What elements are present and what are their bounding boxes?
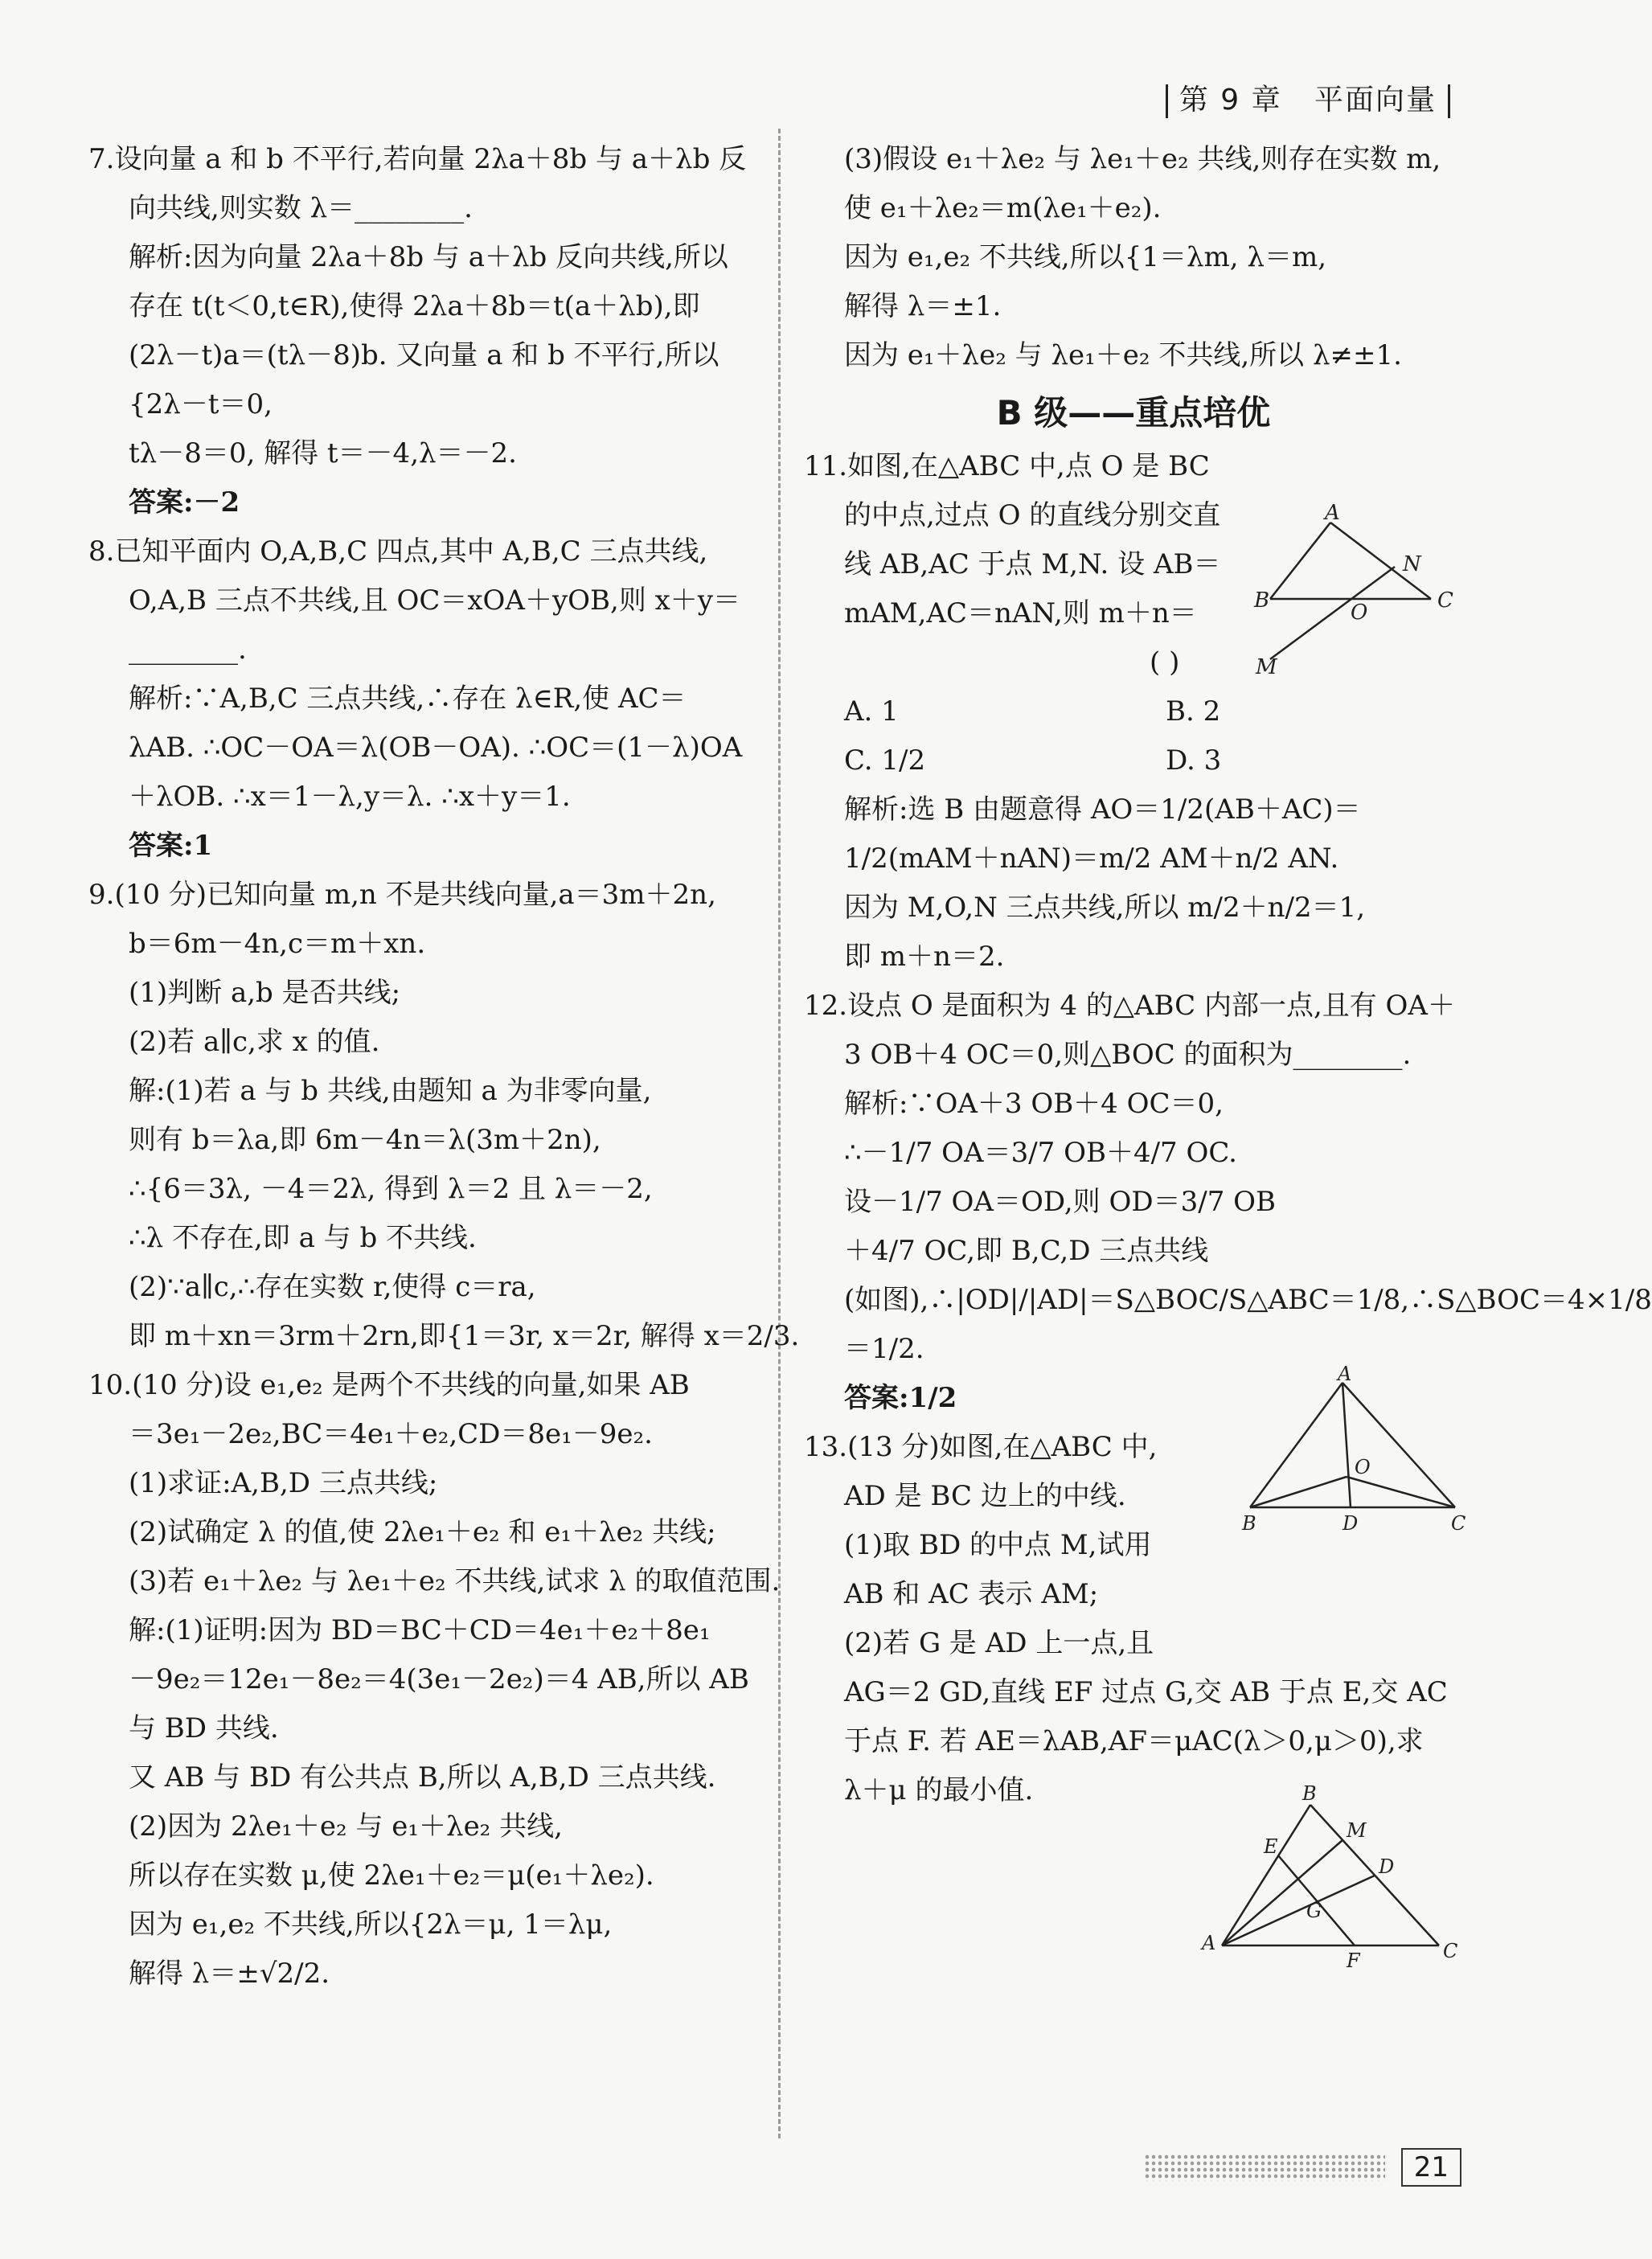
- text-line: 使 e₁＋λe₂＝m(λe₁＋e₂).: [844, 192, 1162, 224]
- fig11-label: B: [1254, 588, 1270, 613]
- text-line: 8.已知平面内 O,A,B,C 四点,其中 A,B,C 三点共线,: [88, 535, 708, 568]
- text-line: 解析:∵OA＋3 OB＋4 OC＝0,: [844, 1088, 1224, 1120]
- text-line: (3)假设 e₁＋λe₂ 与 λe₁＋e₂ 共线,则存在实数 m,: [844, 143, 1441, 175]
- figure-11-triangle: [1254, 501, 1463, 679]
- text-line: 因为 M,O,N 三点共线,所以 m/2＋n/2＝1,: [844, 892, 1366, 924]
- answer-line: 答案:－2: [129, 486, 240, 519]
- page-footer: [1144, 2145, 1461, 2190]
- column-divider: [778, 129, 781, 2138]
- chapter-title: 平面向量: [1314, 84, 1437, 117]
- text-line: 因为 e₁,e₂ 不共线,所以{1＝λm, λ＝m,: [844, 241, 1326, 273]
- text-line: 即 m＋n＝2.: [844, 941, 1005, 973]
- text-line: λ＋μ 的最小值.: [844, 1774, 1034, 1806]
- page-number: 21: [1401, 2148, 1461, 2187]
- text-line: (3)若 e₁＋λe₂ 与 λe₁＋e₂ 不共线,试求 λ 的取值范围.: [129, 1565, 781, 1597]
- choice-bracket: ( ): [1150, 646, 1180, 679]
- text-line: (如图),∴|OD|/|AD|＝S△BOC/S△ABC＝1/8,∴S△BOC＝4×1/8: [844, 1284, 1652, 1316]
- text-line: 13.(13 分)如图,在△ABC 中,: [804, 1431, 1158, 1463]
- text-line: (1)判断 a,b 是否共线;: [129, 977, 401, 1009]
- fig13-label: E: [1264, 1835, 1278, 1858]
- fig12-label: O: [1355, 1456, 1371, 1478]
- text-line: 的中点,过点 O 的直线分别交直: [844, 499, 1221, 531]
- text-line: －9e₂＝12e₁－8e₂＝4(3e₁－2e₂)＝4 AB,所以 AB: [129, 1663, 749, 1695]
- text-line: 向共线,则实数 λ＝________.: [129, 192, 473, 224]
- text-line: ＋λOB. ∴x＝1－λ,y＝λ. ∴x＋y＝1.: [129, 781, 571, 813]
- text-line: 设－1/7 OA＝OD,则 OD＝3/7 OB: [844, 1186, 1277, 1218]
- fig12-label: A: [1338, 1363, 1352, 1385]
- text-line: ＝1/2.: [844, 1333, 924, 1365]
- text-line: ＝3e₁－2e₂,BC＝4e₁＋e₂,CD＝8e₁－9e₂.: [129, 1418, 653, 1450]
- text-line: 线 AB,AC 于点 M,N. 设 AB＝: [844, 548, 1221, 580]
- text-line: {2λ－t＝0,: [129, 388, 273, 420]
- right-column: [804, 135, 1652, 1815]
- fig12-label: B: [1242, 1512, 1256, 1535]
- text-line: 9.(10 分)已知向量 m,n 不是共线向量,a＝3m＋2n,: [88, 879, 716, 911]
- fig11-label: C: [1437, 588, 1453, 613]
- text-line: AG＝2 GD,直线 EF 过点 G,交 AB 于点 E,交 AC: [844, 1676, 1448, 1708]
- text-line: AB 和 AC 表示 AM;: [844, 1578, 1099, 1610]
- fig11-label: A: [1325, 501, 1340, 525]
- text-line: 所以存在实数 μ,使 2λe₁＋e₂＝μ(e₁＋λe₂).: [129, 1859, 654, 1892]
- text-line: b＝6m－4n,c＝m＋xn.: [129, 928, 426, 960]
- text-line: 3 OB＋4 OC＝0,则△BOC 的面积为________.: [844, 1039, 1412, 1071]
- text-line: 解析:∵A,B,C 三点共线,∴存在 λ∈R,使 AC＝: [129, 683, 687, 715]
- fig13-label: B: [1302, 1782, 1317, 1805]
- choices-row: [804, 736, 1463, 785]
- text-line: 1/2(mAM＋nAN)＝m/2 AM＋n/2 AN.: [844, 843, 1339, 875]
- text-line: (2)∵a∥c,∴存在实数 r,使得 c＝ra,: [129, 1271, 536, 1303]
- text-line: (1)求证:A,B,D 三点共线;: [129, 1467, 438, 1499]
- fig13-label: M: [1347, 1819, 1367, 1842]
- text-line: 10.(10 分)设 e₁,e₂ 是两个不共线的向量,如果 AB: [88, 1369, 690, 1401]
- choice-c: C. 1/2: [844, 744, 926, 777]
- answer-line: 答案:1: [129, 830, 213, 862]
- choices-row: [804, 687, 1463, 736]
- text-line: 解:(1)若 a 与 b 共线,由题知 a 为非零向量,: [129, 1075, 652, 1107]
- left-column: [88, 135, 800, 1999]
- text-line: 存在 t(t＜0,t∈R),使得 2λa＋8b＝t(a＋λb),即: [129, 290, 700, 322]
- text-line: 因为 e₁＋λe₂ 与 λe₁＋e₂ 不共线,所以 λ≠±1.: [844, 339, 1402, 371]
- fig11-label: N: [1403, 552, 1421, 576]
- text-line: ________.: [129, 633, 247, 666]
- text-line: 解析:因为向量 2λa＋8b 与 a＋λb 反向共线,所以: [129, 241, 728, 273]
- text-line: 12.设点 O 是面积为 4 的△ABC 内部一点,且有 OA＋: [804, 990, 1455, 1022]
- fig12-label: C: [1451, 1512, 1466, 1535]
- text-line: mAM,AC＝nAN,则 m＋n＝: [844, 597, 1197, 629]
- text-line: 因为 e₁,e₂ 不共线,所以{2λ＝μ, 1＝λμ,: [129, 1908, 613, 1941]
- answer-line: 答案:1/2: [844, 1382, 957, 1414]
- section-title: B 级——重点培优: [996, 393, 1271, 433]
- figure-13-triangle: [1198, 1782, 1463, 1982]
- text-line: 于点 F. 若 AE＝λAB,AF＝μAC(λ＞0,μ＞0),求: [844, 1725, 1424, 1757]
- text-line: 解得 λ＝±1.: [844, 290, 1002, 322]
- text-line: (2)试确定 λ 的值,使 2λe₁＋e₂ 和 e₁＋λe₂ 共线;: [129, 1516, 716, 1548]
- text-line: (2)若 G 是 AD 上一点,且: [844, 1627, 1154, 1659]
- text-line: ＋4/7 OC,即 B,C,D 三点共线: [844, 1235, 1209, 1267]
- text-line: λAB. ∴OC－OA＝λ(OB－OA). ∴OC＝(1－λ)OA: [129, 732, 743, 764]
- header-bar-left: [1166, 84, 1168, 118]
- text-line: 与 BD 共线.: [129, 1712, 279, 1744]
- fig13-label: F: [1347, 1949, 1360, 1972]
- choice-b: B. 2: [1166, 695, 1221, 728]
- fig11-label: M: [1256, 655, 1277, 679]
- fig11-label: O: [1351, 601, 1368, 625]
- text-line: 7.设向量 a 和 b 不平行,若向量 2λa＋8b 与 a＋λb 反: [88, 143, 747, 175]
- figure-12-triangle: [1238, 1363, 1471, 1539]
- text-line: ∴－1/7 OA＝3/7 OB＋4/7 OC.: [844, 1137, 1237, 1169]
- fig13-label: A: [1202, 1932, 1216, 1954]
- text-line: (2)因为 2λe₁＋e₂ 与 e₁＋λe₂ 共线,: [129, 1810, 563, 1843]
- text-line: 解得 λ＝±√2/2.: [129, 1958, 330, 1990]
- text-line: 11.如图,在△ABC 中,点 O 是 BC: [804, 450, 1210, 482]
- text-line: ∴λ 不存在,即 a 与 b 不共线.: [129, 1222, 477, 1254]
- text-line: ∴{6＝3λ, －4＝2λ, 得到 λ＝2 且 λ＝－2,: [129, 1173, 653, 1205]
- chapter-header: [1154, 77, 1461, 118]
- fig13-label: G: [1306, 1900, 1322, 1922]
- text-line: 即 m＋xn＝3rm＋2rn,即{1＝3r, x＝2r, 解得 x＝2/3.: [129, 1320, 800, 1352]
- fig12-label: D: [1343, 1512, 1359, 1535]
- chapter-label: 第 9 章: [1179, 84, 1282, 117]
- text-line: 又 AB 与 BD 有公共点 B,所以 A,B,D 三点共线.: [129, 1761, 716, 1794]
- text-line: O,A,B 三点不共线,且 OC＝xOA＋yOB,则 x＋y＝: [129, 584, 741, 617]
- text-line: 解析:选 B 由题意得 AO＝1/2(AB＋AC)＝: [844, 793, 1361, 826]
- text-line: 则有 b＝λa,即 6m－4n＝λ(3m＋2n),: [129, 1124, 601, 1156]
- fig13-label: C: [1443, 1940, 1458, 1962]
- text-line: (2λ－t)a＝(tλ－8)b. 又向量 a 和 b 不平行,所以: [129, 339, 719, 371]
- text-line: (2)若 a∥c,求 x 的值.: [129, 1026, 380, 1058]
- text-line: AD 是 BC 边上的中线.: [844, 1480, 1126, 1512]
- text-line: 解:(1)证明:因为 BD＝BC＋CD＝4e₁＋e₂＋8e₁: [129, 1614, 711, 1646]
- choice-d: D. 3: [1166, 744, 1222, 777]
- header-bar-right: [1448, 84, 1450, 118]
- choice-a: A. 1: [844, 695, 899, 728]
- text-line: tλ－8＝0, 解得 t＝－4,λ＝－2.: [129, 437, 517, 469]
- footer-dot-pattern: [1144, 2154, 1385, 2181]
- fig13-label: D: [1379, 1855, 1395, 1878]
- text-line: (1)取 BD 的中点 M,试用: [844, 1529, 1152, 1561]
